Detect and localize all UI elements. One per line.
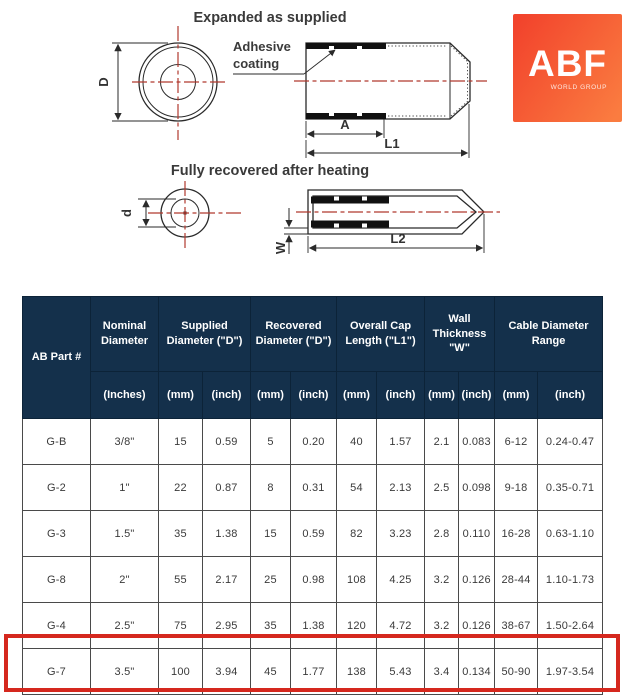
table-cell: 1.77 [291, 649, 337, 695]
col-header-nominal: Nominal Diameter [91, 297, 159, 372]
table-row [23, 465, 603, 511]
table-cell: 35 [159, 511, 203, 557]
dim-label-L2: L2 [390, 231, 406, 246]
abf-logo-text: ABF [527, 43, 608, 84]
dim-label-d: d [119, 209, 134, 217]
dim-label-L1: L1 [384, 136, 400, 151]
table-cell: 3/8" [91, 419, 159, 465]
part-number-cell: G-B [23, 419, 91, 465]
table-cell: 0.63-1.10 [538, 511, 603, 557]
table-cell: 100 [159, 649, 203, 695]
table-cell: 0.20 [291, 419, 337, 465]
table-cell: 0.110 [459, 511, 495, 557]
col-header-cable: Cable Diameter Range [495, 297, 603, 372]
table-cell: 40 [337, 419, 377, 465]
table-cell: 0.126 [459, 557, 495, 603]
table-cell: 3.2 [425, 603, 459, 649]
table-cell: 2.5" [91, 603, 159, 649]
abf-logo [513, 14, 622, 122]
table-cell: 3.23 [377, 511, 425, 557]
expanded-front-view [96, 26, 226, 140]
table-cell: 75 [159, 603, 203, 649]
adhesive-coating-label: Adhesive coating [233, 39, 291, 71]
table-cell: 0.134 [459, 649, 495, 695]
table-cell: 2.8 [425, 511, 459, 557]
table-cell: 3.5" [91, 649, 159, 695]
table-cell: 2.17 [203, 557, 251, 603]
table-cell: 0.24-0.47 [538, 419, 603, 465]
col-header-supplied: Supplied Diameter ("D") [159, 297, 251, 372]
table-cell: 3.2 [425, 557, 459, 603]
table-cell: 15 [251, 511, 291, 557]
table-cell: 50-90 [495, 649, 538, 695]
table-row [23, 419, 603, 465]
spec-table [22, 296, 603, 695]
expanded-view-title: Expanded as supplied [193, 10, 347, 26]
table-cell: 54 [337, 465, 377, 511]
table-cell: 3.94 [203, 649, 251, 695]
recovered-view-title: Fully recovered after heating [170, 163, 370, 179]
table-cell: 28-44 [495, 557, 538, 603]
sub-header: (mm) [425, 372, 459, 419]
sub-header: (mm) [251, 372, 291, 419]
table-cell: 1.57 [377, 419, 425, 465]
sub-header: (inch) [203, 372, 251, 419]
table-cell: 22 [159, 465, 203, 511]
table-cell: 1.97-3.54 [538, 649, 603, 695]
col-header-wall: Wall Thickness "W" [425, 297, 495, 372]
table-cell: 0.87 [203, 465, 251, 511]
table-cell: 1.5" [91, 511, 159, 557]
spec-table-container [22, 296, 602, 695]
table-cell: 1.38 [203, 511, 251, 557]
table-cell: 8 [251, 465, 291, 511]
table-cell: 2.1 [425, 419, 459, 465]
table-row [23, 603, 603, 649]
table-cell: 1.38 [291, 603, 337, 649]
sub-header: (Inches) [91, 372, 159, 419]
table-cell: 35 [251, 603, 291, 649]
table-cell: 0.098 [459, 465, 495, 511]
table-cell: 45 [251, 649, 291, 695]
table-cell: 5.43 [377, 649, 425, 695]
sub-header: (mm) [337, 372, 377, 419]
table-cell: 0.59 [203, 419, 251, 465]
dim-label-D: D [96, 77, 111, 87]
col-header-overall: Overall Cap Length ("L1") [337, 297, 425, 372]
table-cell: 15 [159, 419, 203, 465]
table-cell: 9-18 [495, 465, 538, 511]
table-cell: 0.98 [291, 557, 337, 603]
table-cell: 6-12 [495, 419, 538, 465]
table-cell: 0.59 [291, 511, 337, 557]
table-cell: 138 [337, 649, 377, 695]
recovered-front-view [119, 181, 242, 249]
sub-header: (inch) [538, 372, 603, 419]
table-cell: 82 [337, 511, 377, 557]
table-row [23, 557, 603, 603]
table-cell: 2" [91, 557, 159, 603]
part-number-cell: G-2 [23, 465, 91, 511]
sub-header: (inch) [377, 372, 425, 419]
table-row-highlighted [23, 649, 603, 695]
sub-header: (inch) [291, 372, 337, 419]
sub-header: (mm) [159, 372, 203, 419]
table-cell: 1.10-1.73 [538, 557, 603, 603]
table-cell: 108 [337, 557, 377, 603]
col-header-part: AB Part # [23, 297, 91, 419]
table-cell: 1" [91, 465, 159, 511]
col-header-recovered: Recovered Diameter ("D") [251, 297, 337, 372]
table-cell: 5 [251, 419, 291, 465]
table-cell: 0.31 [291, 465, 337, 511]
table-cell: 55 [159, 557, 203, 603]
table-cell: 4.72 [377, 603, 425, 649]
header-group-row [23, 297, 603, 372]
table-cell: 25 [251, 557, 291, 603]
dim-label-W: W [273, 241, 288, 255]
part-number-cell: G-3 [23, 511, 91, 557]
sub-header: (inch) [459, 372, 495, 419]
table-cell: 4.25 [377, 557, 425, 603]
abf-logo-subtitle: WORLD GROUP [550, 84, 608, 91]
table-cell: 0.35-0.71 [538, 465, 603, 511]
part-number-cell: G-8 [23, 557, 91, 603]
table-cell: 2.13 [377, 465, 425, 511]
table-cell: 2.5 [425, 465, 459, 511]
table-row [23, 511, 603, 557]
table-cell: 2.95 [203, 603, 251, 649]
part-number-cell: G-4 [23, 603, 91, 649]
dim-label-A: A [340, 117, 350, 132]
part-number-cell: G-7 [23, 649, 91, 695]
table-cell: 3.4 [425, 649, 459, 695]
table-cell: 16-28 [495, 511, 538, 557]
table-cell: 0.126 [459, 603, 495, 649]
sub-header: (mm) [495, 372, 538, 419]
table-cell: 120 [337, 603, 377, 649]
table-cell: 0.083 [459, 419, 495, 465]
diagram-area [0, 0, 627, 296]
table-cell: 1.50-2.64 [538, 603, 603, 649]
recovered-side-view [273, 190, 500, 254]
header-sub-row [23, 372, 603, 419]
table-cell: 38-67 [495, 603, 538, 649]
